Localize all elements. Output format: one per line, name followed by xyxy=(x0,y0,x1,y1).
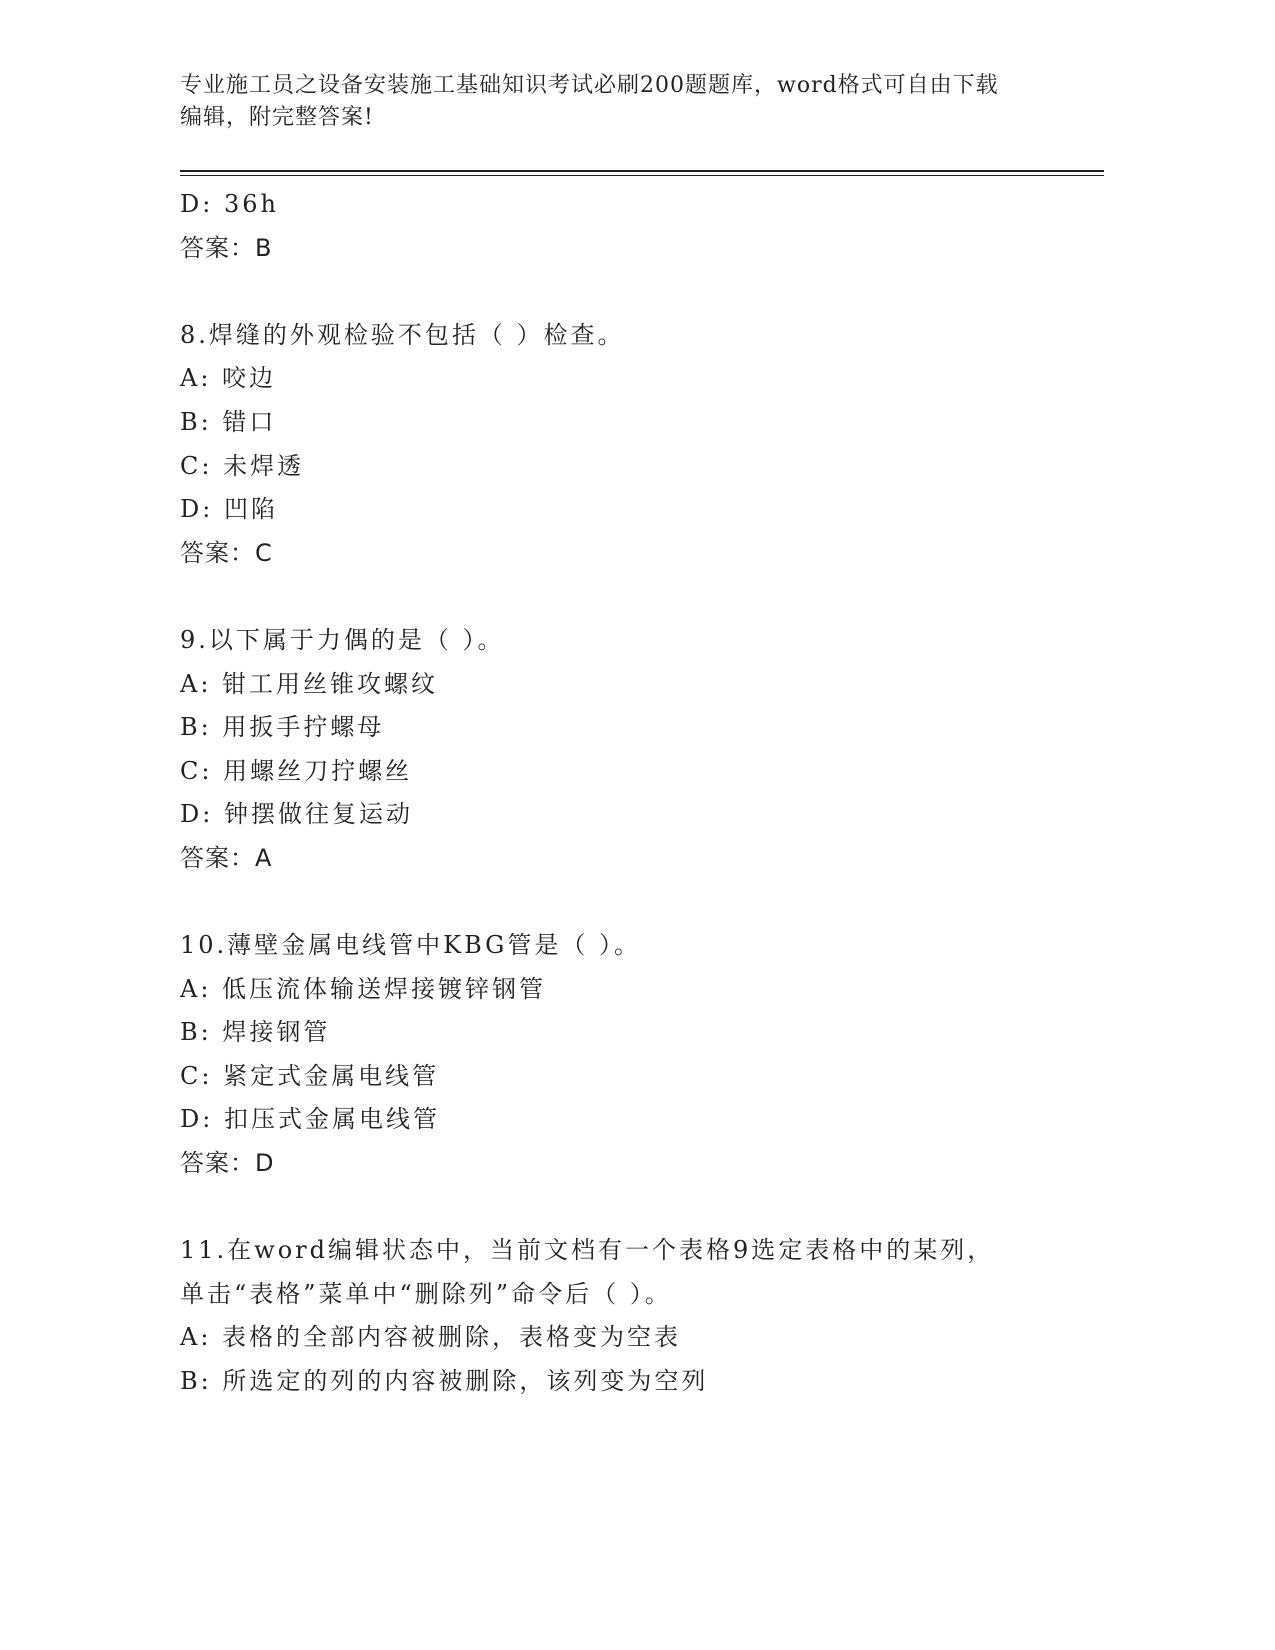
option-b: B: 错口 xyxy=(180,407,277,436)
option-b: B: 用扳手拧螺母 xyxy=(180,713,385,742)
answer-line: 答案：A xyxy=(180,843,273,872)
spacer xyxy=(180,271,1104,315)
question-stem-line-2: 单击“表格”菜单中“删除列”命令后（ ）。 xyxy=(180,1279,672,1308)
answer-line: 答案：B xyxy=(180,233,273,262)
option-b: B: 焊接钢管 xyxy=(180,1018,331,1047)
question-block xyxy=(180,620,1104,882)
option-c: C: 未焊透 xyxy=(180,451,305,480)
question-stem: 8.焊缝的外观检验不包括（ ）检查。 xyxy=(180,320,625,349)
question-stem-line-1: 11.在word编辑状态中，当前文档有一个表格9选定表格中的某列， xyxy=(180,1236,995,1265)
option-d: D: 凹陷 xyxy=(180,495,278,524)
option-b: B: 所选定的列的内容被删除，该列变为空列 xyxy=(180,1367,709,1396)
spacer xyxy=(180,882,1104,926)
question-content xyxy=(180,184,1104,1405)
question-stem: 10.薄壁金属电线管中KBG管是（ ）。 xyxy=(180,931,641,960)
option-d: D: 36h xyxy=(180,190,279,218)
answer-line: 答案：D xyxy=(180,1149,275,1178)
header-title-line-1: 专业施工员之设备安装施工基础知识考试必刷200题题库，word格式可自由下载 xyxy=(180,73,999,98)
option-c: C: 紧定式金属电线管 xyxy=(180,1061,440,1090)
spacer xyxy=(180,576,1104,620)
option-a: A: 钳工用丝锥攻螺纹 xyxy=(180,669,439,698)
page-header xyxy=(180,70,1040,134)
question-stem: 9.以下属于力偶的是（ ）。 xyxy=(180,625,505,654)
option-a: A: 表格的全部内容被删除，表格变为空表 xyxy=(180,1323,682,1352)
question-block xyxy=(180,925,1104,1187)
option-d: D: 钟摆做往复运动 xyxy=(180,800,413,829)
header-title-line-2: 编辑，附完整答案! xyxy=(180,105,374,130)
header-divider-thin xyxy=(180,175,1104,176)
option-a: A: 咬边 xyxy=(180,364,277,393)
answer-line: 答案：C xyxy=(180,538,273,567)
spacer xyxy=(180,1187,1104,1231)
option-a: A: 低压流体输送焊接镀锌钢管 xyxy=(180,974,547,1003)
question-block xyxy=(180,1230,1104,1404)
option-c: C: 用螺丝刀拧螺丝 xyxy=(180,756,413,785)
option-d: D: 扣压式金属电线管 xyxy=(180,1105,440,1134)
question-block xyxy=(180,315,1104,577)
header-divider-thick xyxy=(180,170,1104,172)
